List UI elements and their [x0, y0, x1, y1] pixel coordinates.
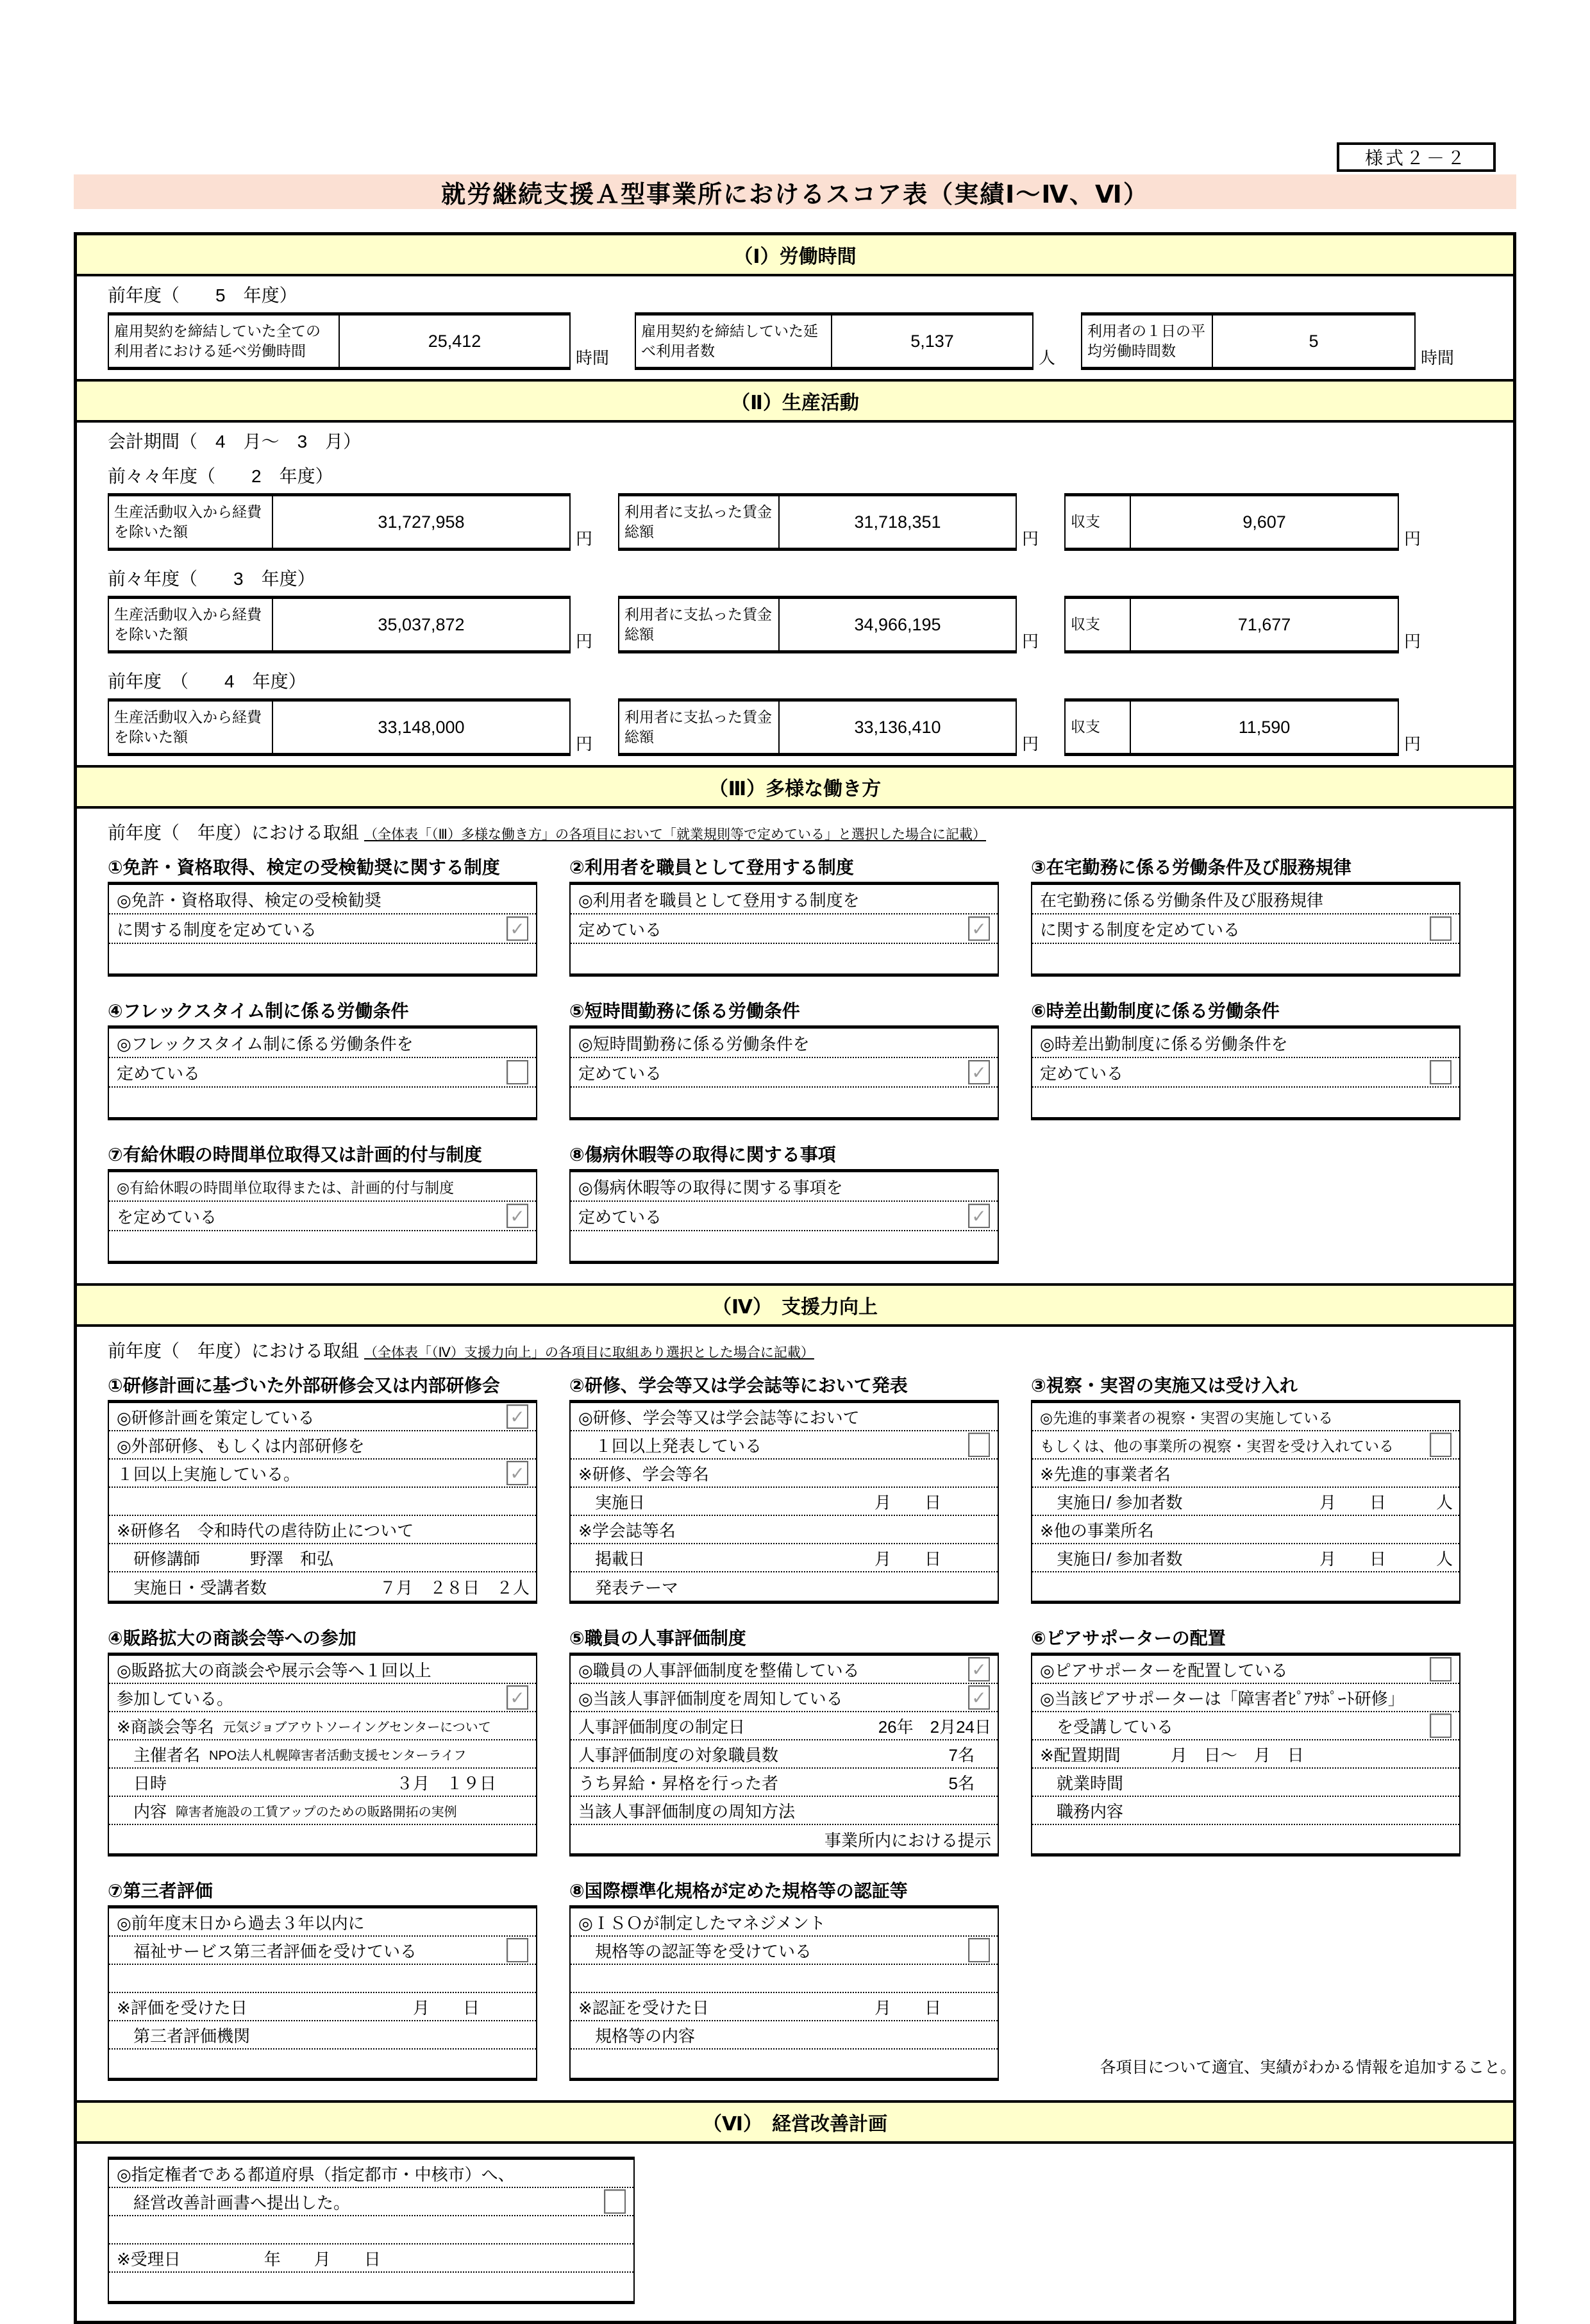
row-text: 実施日・受講者数 [117, 1578, 267, 1597]
form-row [109, 1460, 536, 1488]
row-text: ※評価を受けた日 [117, 1998, 247, 2017]
row-text: もしくは、他の事業所の視察・実習を受け入れている [1040, 1437, 1394, 1454]
field-balance [1064, 493, 1421, 551]
row-value: 月 日 [412, 1998, 530, 2017]
form-row [109, 1712, 536, 1740]
form-row [571, 1937, 998, 1965]
form-row [109, 1993, 536, 2021]
row-text: ◎先進的事業者の視察・実習の実施している [1040, 1409, 1334, 1426]
section1-field-row [77, 311, 1513, 379]
section1-header: （Ⅰ）労働時間 [77, 235, 1513, 276]
section3-header: （Ⅲ）多様な働き方 [77, 765, 1513, 809]
section3-intro [77, 809, 1513, 852]
section6-header: （Ⅵ） 経営改善計画 [77, 2100, 1513, 2144]
checkbox[interactable] [506, 916, 528, 941]
field-unit: 円 [1022, 632, 1039, 651]
intro-text: 前年度（ 年度）における取組 [108, 823, 360, 843]
form-row [571, 1172, 998, 1202]
field-value[interactable]: 33,136,410 [854, 717, 941, 737]
form-row [571, 944, 998, 973]
field-label: 生産活動収入から経費を除いた額 [109, 496, 273, 548]
row-text: 参加している。 [117, 1688, 234, 1708]
form-row [571, 1488, 998, 1516]
row-text: ◎当該人事評価制度を周知している [578, 1688, 843, 1708]
field-wages-paid [618, 493, 1039, 551]
checkbox[interactable] [968, 1657, 990, 1681]
form-row [1032, 1403, 1459, 1431]
form-row [571, 2050, 998, 2078]
form-row [109, 2050, 536, 2078]
field-label: 利用者に支払った賃金総額 [619, 702, 780, 753]
form-row [571, 1993, 998, 2021]
form-row [109, 885, 536, 914]
section4-header: （Ⅳ） 支援力向上 [77, 1283, 1513, 1327]
section2-year-line-3: 前年度 （ 4 年度） [108, 671, 306, 691]
row-text: 主催者名 [117, 1745, 201, 1765]
form-row [109, 2188, 633, 2216]
intro-text: 前年度（ 年度）における取組 [108, 1341, 360, 1361]
row-text: ◎傷病休暇等の取得に関する事項を [578, 1177, 843, 1197]
row-text: ※他の事業所名 [1040, 1520, 1154, 1540]
section2-year-line-1: 前々々年度（ 2 年度） [108, 466, 333, 486]
row-value: 5名 [948, 1773, 991, 1793]
field-value[interactable]: 25,412 [428, 331, 481, 351]
form-row [571, 914, 998, 944]
field-unit: 円 [576, 529, 593, 548]
row-text: ◎販路拡大の商談会や展示会等へ１回以上 [117, 1660, 431, 1680]
checkbox[interactable] [506, 1404, 528, 1429]
section2-header: （Ⅱ）生産活動 [77, 379, 1513, 423]
s4-box-training [108, 1370, 537, 1604]
row-value: ３月 １９日 [396, 1773, 530, 1793]
checkbox[interactable] [604, 2189, 626, 2214]
row-text: ◎ピアサポーターを配置している [1040, 1660, 1288, 1680]
form-row [109, 2244, 633, 2273]
item-title: ①免許・資格取得、検定の受検勧奨に関する制度 [108, 857, 500, 877]
field-label: 収支 [1066, 702, 1131, 753]
form-row [1032, 1488, 1459, 1516]
form-row [1032, 1825, 1459, 1853]
form-row [571, 1740, 998, 1769]
s3-item-2 [569, 852, 999, 977]
field-value[interactable]: 31,727,958 [378, 512, 465, 532]
box-title: ⑥ピアサポーターの配置 [1031, 1628, 1226, 1648]
row-text: 経営改善計画書へ提出した。 [117, 2193, 351, 2212]
row-value: 7名 [948, 1745, 991, 1765]
form-row [109, 2273, 633, 2301]
row-text: 定めている [1040, 1063, 1124, 1083]
row-text: に関する制度を定めている [117, 920, 317, 939]
form-row [1032, 1058, 1459, 1088]
field-value[interactable]: 31,718,351 [854, 512, 941, 532]
box-title: ④販路拡大の商談会等への参加 [108, 1628, 356, 1648]
s3-item-5 [569, 996, 999, 1120]
s4-box-third-party-eval [108, 1876, 537, 2081]
row-text: ◎免許・資格取得、検定の受検勧奨 [117, 890, 381, 910]
row-value: 事業所内における提示 [824, 1830, 991, 1850]
field-label: 収支 [1066, 599, 1131, 650]
field-label: 利用者に支払った賃金総額 [619, 496, 780, 548]
section2-field-row-1 [77, 492, 1513, 560]
row-text: 内容 [117, 1801, 167, 1821]
checkbox[interactable] [506, 1685, 528, 1710]
row-text: 第三者評価機関 [117, 2026, 251, 2046]
field-total-users [635, 312, 1055, 370]
field-unit: 時間 [576, 348, 610, 367]
row-text: 発表テーマ [578, 1578, 679, 1597]
row-text: ◎利用者を職員として登用する制度を [578, 890, 860, 910]
row-text: 実施日 [578, 1492, 646, 1512]
section2-field-row-3 [77, 697, 1513, 765]
field-net-income [108, 698, 592, 756]
row-text: 規格等の内容 [578, 2026, 696, 2046]
form-row [571, 1769, 998, 1797]
row-text: 定めている [578, 920, 662, 939]
form-row [571, 1058, 998, 1088]
form-row [571, 2021, 998, 2050]
form-row [109, 1058, 536, 1088]
item-title: ④フレックスタイム制に係る労働条件 [108, 1001, 409, 1021]
section4-intro [77, 1327, 1513, 1370]
row-value: 月 日 [874, 1998, 991, 2017]
s6-box-improvement-plan [108, 2157, 635, 2304]
row-text: ◎職員の人事評価制度を整備している [578, 1660, 860, 1680]
form-row [1032, 1740, 1459, 1769]
row-text: 人事評価制度の制定日 [578, 1717, 746, 1737]
field-label: 生産活動収入から経費を除いた額 [109, 702, 273, 753]
row-text: ※商談会等名 [117, 1717, 214, 1737]
s3-item-6 [1031, 996, 1460, 1120]
form-row [109, 1656, 536, 1684]
section2-field-row-2 [77, 594, 1513, 662]
section1-body [77, 276, 1513, 379]
row-text: ※認証を受けた日 [578, 1998, 709, 2017]
box-title: ⑤職員の人事評価制度 [569, 1628, 746, 1648]
row-text: ◎当該ピアサポーターは「障害者ﾋﾟｱｻﾎﾟｰﾄ研修」 [1040, 1688, 1405, 1708]
checkbox[interactable] [968, 1685, 990, 1710]
checkbox[interactable] [506, 1461, 528, 1485]
footer-note: 各項目について適宜、実績がわかる情報を追加すること。 [1100, 2059, 1516, 2076]
checkbox[interactable] [506, 1204, 528, 1228]
field-unit: 円 [576, 734, 593, 754]
form-row [109, 1516, 536, 1544]
form-row [1032, 1769, 1459, 1797]
row-text: 実施日/ 参加者数 [1040, 1549, 1183, 1569]
form-row [1032, 1431, 1459, 1460]
row-text: ◎指定権者である都道府県（指定都市・中核市）へ、 [117, 2164, 515, 2184]
row-text: 在宅勤務に係る労働条件及び服務規律 [1040, 890, 1324, 910]
form-row [109, 1572, 536, 1601]
item-title: ⑧傷病休暇等の取得に関する事項 [569, 1145, 836, 1165]
row-text: 定めている [578, 1063, 662, 1083]
form-row [571, 1460, 998, 1488]
row-text: 就業時間 [1040, 1773, 1124, 1793]
form-row [109, 1740, 536, 1769]
row-text: うち昇給・昇格を行った者 [578, 1773, 779, 1793]
field-unit: 円 [1404, 734, 1421, 754]
section6-body [77, 2144, 1513, 2321]
section4-grid-row-1 [77, 1370, 1513, 1623]
field-value[interactable]: 34,966,195 [854, 614, 941, 634]
box-title: ①研修計画に基づいた外部研修会又は内部研修会 [108, 1376, 500, 1395]
field-value[interactable]: 71,677 [1237, 614, 1291, 634]
form-row [1032, 1088, 1459, 1117]
form-row [109, 1172, 536, 1202]
checkbox[interactable] [1430, 916, 1452, 941]
field-label: 雇用契約を締結していた全ての利用者における延べ労働時間 [109, 316, 340, 367]
s3-item-4 [108, 996, 537, 1120]
form-row [571, 1825, 998, 1853]
box-title: ②研修、学会等又は学会誌等において発表 [569, 1376, 908, 1395]
row-text: ※先進的事業者名 [1040, 1464, 1171, 1484]
row-value: 月 日 人 [1319, 1549, 1453, 1569]
row-value: 元気ジョブアウトソーイングセンターについて [222, 1720, 491, 1735]
intro-note: （全体表「（Ⅳ）支援力向上」の各項目に取組あり選択とした場合に記載） [364, 1345, 814, 1360]
form-row [571, 1572, 998, 1601]
checkbox[interactable] [968, 1433, 990, 1457]
form-row [109, 1769, 536, 1797]
form-row [1032, 1656, 1459, 1684]
item-title: ⑤短時間勤務に係る労働条件 [569, 1001, 800, 1021]
row-text: 福祉サービス第三者評価を受けている [117, 1941, 417, 1961]
field-label: 生産活動収入から経費を除いた額 [109, 599, 273, 650]
item-title: ⑦有給休暇の時間単位取得又は計画的付与制度 [108, 1145, 482, 1165]
row-text: 研修講師 野澤 和弘 [117, 1549, 334, 1569]
row-text: 当該人事評価制度の周知方法 [578, 1801, 796, 1821]
section3-grid-row-2 [77, 996, 1513, 1140]
field-net-income [108, 596, 592, 653]
field-value[interactable]: 5,137 [910, 331, 954, 351]
score-table [74, 232, 1516, 2324]
form-row [571, 1431, 998, 1460]
form-row [109, 1965, 536, 1993]
field-wages-paid [618, 596, 1039, 653]
accounting-period-line: 会計期間（ 4 月～ 3 月） [108, 432, 362, 451]
item-title: ⑥時差出勤制度に係る労働条件 [1031, 1001, 1280, 1021]
field-wages-paid [618, 698, 1039, 756]
item-title: ②利用者を職員として登用する制度 [569, 857, 854, 877]
checkbox[interactable] [506, 1938, 528, 1962]
field-label: 利用者に支払った賃金総額 [619, 599, 780, 650]
row-text: ◎ＩＳＯが制定したマネジメント [578, 1913, 826, 1933]
form-row [571, 1656, 998, 1684]
form-row [1032, 1516, 1459, 1544]
row-text: ※配置期間 月 日～ 月 日 [1040, 1745, 1304, 1765]
form-row [1032, 1712, 1459, 1740]
form-row [1032, 885, 1459, 914]
form-row [109, 1231, 536, 1261]
row-value: 26年 2月24日 [878, 1717, 991, 1737]
checkbox[interactable] [1430, 1433, 1452, 1457]
form-row [571, 1712, 998, 1740]
form-row [571, 1908, 998, 1937]
form-row [109, 1431, 536, 1460]
form-row [109, 2021, 536, 2050]
form-row [109, 1029, 536, 1058]
form-row [109, 2216, 633, 2244]
s4-box-observation [1031, 1370, 1460, 1604]
form-row [571, 885, 998, 914]
form-row [571, 1202, 998, 1231]
row-text: ※研修、学会等名 [578, 1464, 709, 1484]
field-value[interactable]: 9,607 [1243, 512, 1286, 532]
checkbox[interactable] [968, 916, 990, 941]
field-avg-daily-hours [1081, 312, 1454, 370]
field-value[interactable]: 5 [1309, 331, 1319, 351]
form-row [571, 1684, 998, 1712]
form-row [1032, 914, 1459, 944]
s4-box-presentation [569, 1370, 999, 1604]
form-row [109, 914, 536, 944]
form-row [571, 1544, 998, 1572]
field-label: 収支 [1066, 496, 1131, 548]
row-text: ◎前年度末日から過去３年以内に [117, 1913, 365, 1933]
form-row [109, 1937, 536, 1965]
form-row [109, 1202, 536, 1231]
section2-body [77, 423, 1513, 765]
row-value: 月 日 人 [1319, 1492, 1453, 1512]
box-title: ⑦第三者評価 [108, 1881, 213, 1901]
row-text: ◎外部研修、もしくは内部研修を [117, 1436, 365, 1456]
row-text: ◎短時間勤務に係る労働条件を [578, 1034, 810, 1054]
form-row [109, 2160, 633, 2188]
section2-year-line-2: 前々年度（ 3 年度） [108, 569, 315, 589]
section4-body [77, 1327, 1513, 2100]
field-unit: 時間 [1421, 348, 1455, 367]
field-total-work-hours [108, 312, 609, 370]
field-unit: 円 [1404, 632, 1421, 651]
section1-year-line: 前年度（ 5 年度） [108, 285, 297, 305]
form-row [1032, 1684, 1459, 1712]
s4-box-peer-supporter [1031, 1623, 1460, 1857]
row-text: ◎研修計画を策定している [117, 1408, 315, 1427]
checkbox[interactable] [506, 1060, 528, 1084]
form-row [571, 1029, 998, 1058]
field-unit: 円 [1404, 529, 1421, 548]
row-text: を定めている [117, 1207, 217, 1227]
field-value[interactable]: 35,037,872 [378, 614, 465, 634]
row-text: 職務内容 [1040, 1801, 1124, 1821]
row-text: に関する制度を定めている [1040, 920, 1241, 939]
intro-note: （全体表「（Ⅲ）多様な働き方」の各項目において「就業規則等で定めている」と選択した場合に記載） [364, 827, 986, 842]
section4-grid-row-2 [77, 1623, 1513, 1876]
row-text: 定めている [578, 1207, 662, 1227]
row-text: 人事評価制度の対象職員数 [578, 1745, 779, 1765]
form-row [571, 1403, 998, 1431]
form-row [571, 1965, 998, 1993]
s4-box-iso-certification [569, 1876, 999, 2081]
checkbox[interactable] [968, 1204, 990, 1228]
form-code-box: 様式２－２ [1337, 142, 1496, 172]
form-row [109, 1797, 536, 1825]
form-row [1032, 1797, 1459, 1825]
row-text: 実施日/ 参加者数 [1040, 1492, 1183, 1512]
s4-box-hr-evaluation [569, 1623, 999, 1857]
row-value: 障害者施設の工賃アップのための販路開拓の実例 [176, 1805, 457, 1819]
row-value: NPO法人札幌障害者活動支援センターライフ [209, 1748, 467, 1763]
item-title: ③在宅勤務に係る労働条件及び服務規律 [1031, 857, 1352, 877]
form-row [1032, 1544, 1459, 1572]
row-text: ◎フレックスタイム制に係る労働条件を [117, 1034, 414, 1054]
form-row [109, 1403, 536, 1431]
section3-grid-row-3 [77, 1140, 1513, 1283]
s3-item-7 [108, 1140, 537, 1264]
field-balance [1064, 698, 1421, 756]
form-row [109, 1684, 536, 1712]
row-text: ◎時差出勤制度に係る労働条件を [1040, 1034, 1288, 1054]
field-unit: 人 [1039, 348, 1056, 367]
field-balance [1064, 596, 1421, 653]
form-row [109, 1908, 536, 1937]
field-net-income [108, 493, 592, 551]
form-row [109, 1088, 536, 1117]
field-label: 利用者の１日の平均労働時間数 [1082, 316, 1213, 367]
s3-item-3 [1031, 852, 1460, 977]
form-row [109, 1488, 536, 1516]
form-row [109, 1825, 536, 1853]
field-unit: 円 [576, 632, 593, 651]
form-row [109, 1544, 536, 1572]
field-unit: 円 [1022, 529, 1039, 548]
form-row [1032, 1572, 1459, 1601]
s3-item-1 [108, 852, 537, 977]
row-text: ◎有給休暇の時間単位取得または、計画的付与制度 [117, 1179, 455, 1196]
checkbox[interactable] [1430, 1657, 1452, 1681]
form-row [571, 1088, 998, 1117]
form-row [571, 1231, 998, 1261]
form-row [571, 1516, 998, 1544]
row-text: ※受理日 年 月 日 [117, 2249, 381, 2269]
form-row [1032, 1460, 1459, 1488]
row-text: を受講している [1040, 1717, 1174, 1737]
row-text: 規格等の認証等を受けている [578, 1941, 812, 1961]
checkbox[interactable] [1430, 1060, 1452, 1084]
row-text: 定めている [117, 1063, 201, 1083]
row-text: ◎研修、学会等又は学会誌等において [578, 1408, 860, 1427]
row-text: １回以上実施している。 [117, 1464, 301, 1484]
row-value: 月 日 [874, 1492, 991, 1512]
field-value[interactable]: 33,148,000 [378, 717, 465, 737]
field-label: 雇用契約を締結していた延べ利用者数 [636, 316, 832, 367]
checkbox[interactable] [1430, 1714, 1452, 1738]
section3-grid-row-1 [77, 852, 1513, 996]
checkbox[interactable] [968, 1938, 990, 1962]
row-text: 日時 [117, 1773, 167, 1793]
field-unit: 円 [1022, 734, 1039, 754]
field-value[interactable]: 11,590 [1238, 717, 1291, 737]
page-title: 就労継続支援Ａ型事業所におけるスコア表（実績Ⅰ～Ⅳ、Ⅵ） [74, 174, 1516, 209]
form-row [571, 1797, 998, 1825]
form-row [1032, 1029, 1459, 1058]
box-title: ③視察・実習の実施又は受け入れ [1031, 1376, 1298, 1395]
form-row [109, 944, 536, 973]
checkbox[interactable] [968, 1060, 990, 1084]
row-text: ※研修名 令和時代の虐待防止について [117, 1520, 414, 1540]
row-text: 掲載日 [578, 1549, 646, 1569]
row-text: ※学会誌等名 [578, 1520, 676, 1540]
s4-box-sales-expansion [108, 1623, 537, 1857]
box-title: ⑧国際標準化規格が定めた規格等の認証等 [569, 1881, 908, 1901]
form-row [1032, 944, 1459, 973]
section3-body [77, 809, 1513, 1283]
row-text: １回以上発表している [578, 1436, 762, 1456]
row-value: 月 日 [874, 1549, 991, 1569]
s3-item-8 [569, 1140, 999, 1264]
row-value: ７月 ２８日 ２人 [379, 1578, 530, 1597]
